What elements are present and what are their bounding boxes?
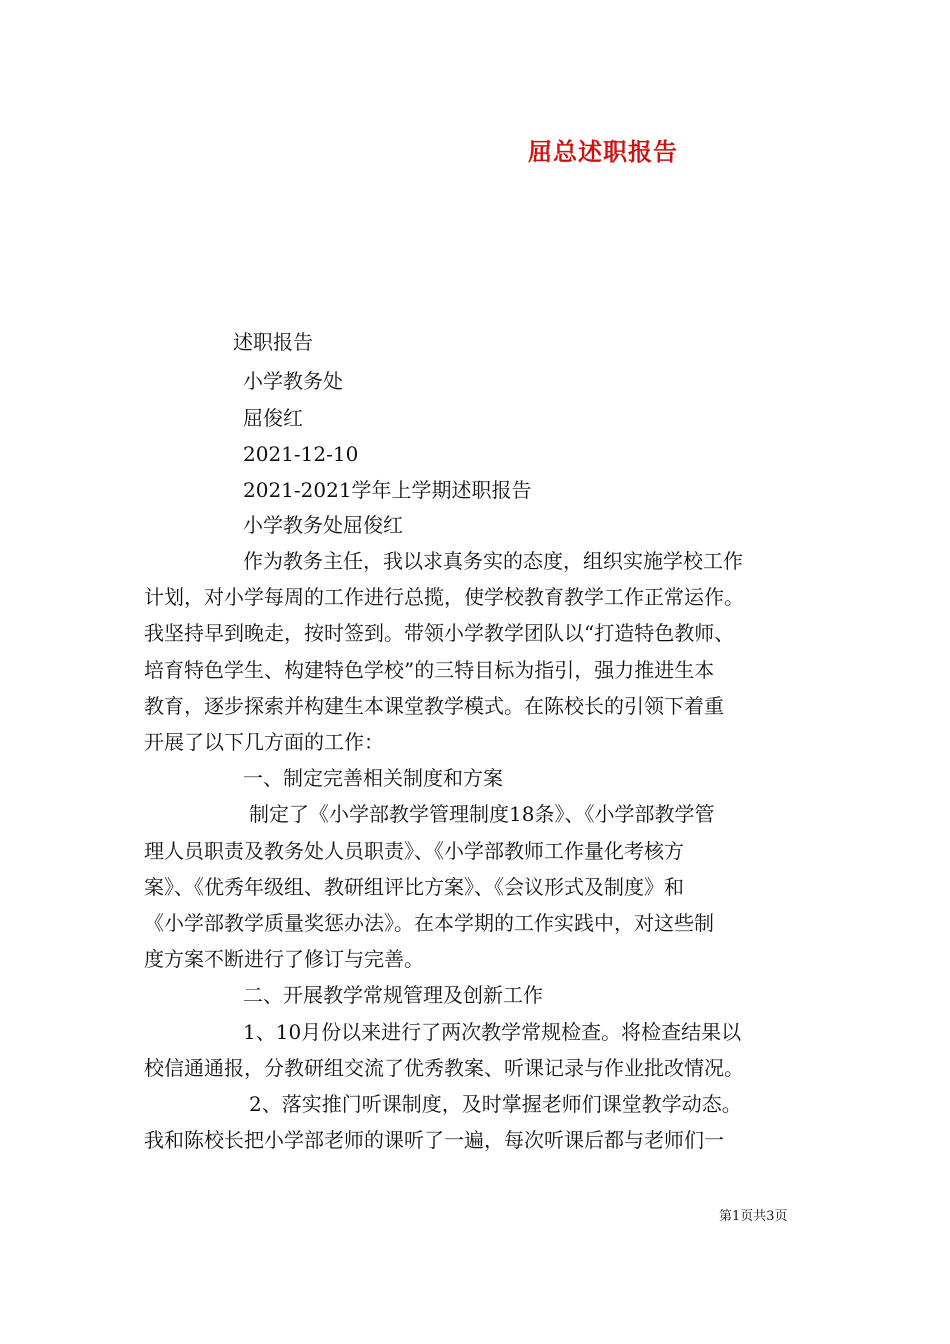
text-line: 《小学部教学质量奖惩办法》。在本学期的工作实践中，对这些制 [144, 911, 714, 935]
text-line: 案》、《优秀年级组、教研组评比方案》、《会议形式及制度》和 [144, 875, 684, 899]
text-line: 2021-12-10 [243, 442, 359, 466]
section-heading: 二、开展教学常规管理及创新工作 [243, 983, 543, 1007]
section-heading: 一、制定完善相关制度和方案 [243, 766, 503, 790]
page-footer: 第1页共3页 [719, 1209, 788, 1224]
text-line: 培育特色学生、构建特色学校”的三特目标为指引，强力推进生本 [144, 658, 715, 682]
text-line: 屈俊红 [243, 406, 303, 430]
text-line: 开展了以下几方面的工作： [144, 730, 384, 754]
text-line: 1、10月份以来进行了两次教学常规检查。将检查结果以 [243, 1020, 742, 1044]
text-line: 2、落实推门听课制度，及时掌握老师们课堂教学动态。 [249, 1092, 742, 1116]
text-line: 作为教务主任，我以求真务实的态度，组织实施学校工作 [243, 549, 743, 573]
text-line: 述职报告 [233, 330, 313, 354]
document-title: 屈总述职报告 [528, 137, 678, 166]
text-line: 制定了《小学部教学管理制度18条》、《小学部教学管 [249, 802, 715, 826]
text-line: 理人员职责及教务处人员职责》、《小学部教师工作量化考核方 [144, 839, 684, 863]
text-line: 计划，对小学每周的工作进行总揽，使学校教育教学工作正常运作。 [144, 585, 744, 609]
text-line: 2021-2021学年上学期述职报告 [243, 478, 532, 502]
text-line: 小学教务处屈俊红 [243, 513, 403, 537]
text-line: 校信通通报，分教研组交流了优秀教案、听课记录与作业批改情况。 [144, 1056, 744, 1080]
text-line: 我坚持早到晚走，按时签到。带领小学教学团队以“打造特色教师、 [144, 621, 735, 645]
text-line: 我和陈校长把小学部老师的课听了一遍，每次听课后都与老师们一 [144, 1128, 724, 1152]
text-line: 小学教务处 [243, 369, 343, 393]
text-line: 教育，逐步探索并构建生本课堂教学模式。在陈校长的引领下着重 [144, 694, 724, 718]
text-line: 度方案不断进行了修订与完善。 [144, 947, 424, 971]
